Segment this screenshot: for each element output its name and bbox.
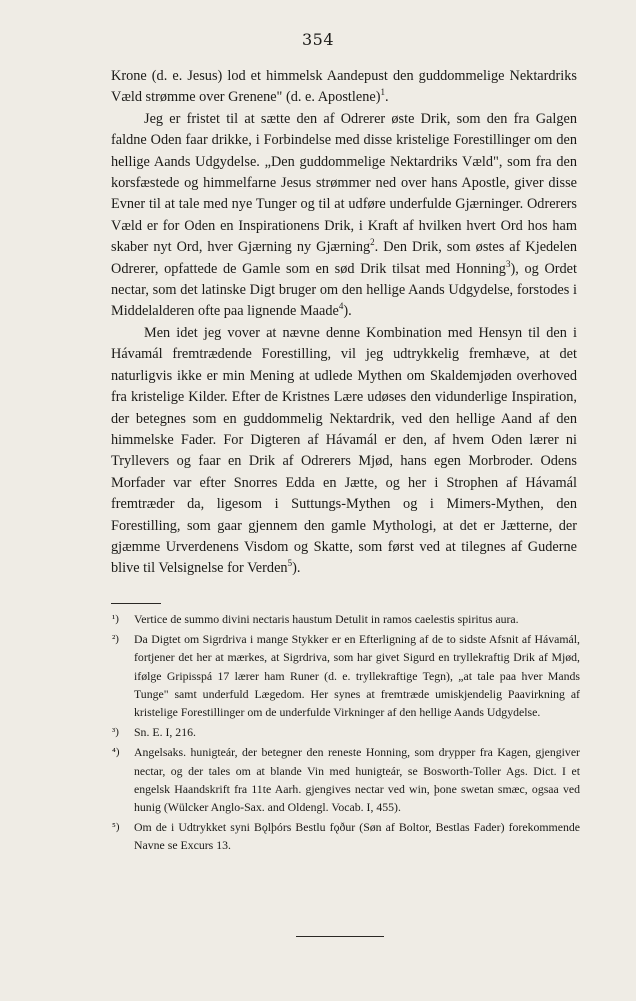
footnote-ref[interactable]: 4: [338, 301, 344, 312]
footnote: [112, 610, 580, 628]
footnote: [112, 743, 580, 816]
footnote-ref[interactable]: 5: [287, 558, 293, 569]
footnote-ref[interactable]: 3: [505, 258, 511, 269]
footnote-ref[interactable]: 1: [380, 87, 385, 98]
paragraph: Jeg er fristet til at sætte den af Odrerer øste Drik, som den fra Galgen faldne Oden faar drikke, i Forbindelse med disse kristelige Forestillinger om den hellige Aands Udgydelse. „Den guddommelige Nektardriks Væld", som fra den korsfæstede og himmelfarne Jesus strømmer ned over hans Apostle, giver disse Evner til at tale med nye Tunger og til at udføre underfulde Gjærninger. Odrerers Væld er for Oden en Inspirationens Drik, i Kraft af hvilken hvert Ord hos ham skaber nyt Ord, hver Gjærning ny Gjærning$^2$. Den Drik, som østes af Kjedelen Odrerer, opfattede de Gamle som en sød Drik tilsat med Honning$^3$), og Ordet nectar, som det latinske Digt bruger om den hellige Aands Udgydelse, forstodes i Middelalderen ofte paa lignende Maade$^4$).: [111, 110, 577, 320]
footnote-mark: ³): [112, 726, 119, 739]
footnote-ref[interactable]: 2: [370, 237, 375, 248]
footnote-text: Sn. E. I, 216.: [134, 725, 196, 740]
footnote-text: Da Digtet om Sigrdriva i mange Stykker er en Efterligning af de to sidste Afsnit af Hávamál, fortjener det her at mærkes, at Sigrdriva, som har givet Sigurd en tryllekraftig Drik af Mjød, ifølge Gripisspá 17 lærer ham Runer (d. e. tryllekraftige Tegn), „at tale paa hver Mands Tunge" samt underfuld Lægedom. Her synes at fremtræde umiskjendelig Paavirkning af kristelige Forestillinger om de underfulde Virkninger af den hellige Aands Udgydelse.: [134, 632, 580, 720]
footnotes: [112, 610, 580, 857]
footnote-text: Vertice de summo divini nectaris haustum Detulit in ramos caelestis spiritus aura.: [134, 612, 519, 626]
footnote-text: Om de i Udtrykket syni Bǫlþórs Bestlu fǫður (Søn af Boltor, Bestlas Fader) forekommende Navne se Excurs 13.: [134, 820, 580, 853]
main-text: [111, 66, 577, 580]
footnote: [112, 630, 580, 721]
footnote-mark: ²): [112, 633, 119, 646]
end-divider: [296, 936, 384, 937]
footnote-mark: ¹): [112, 613, 119, 625]
paragraph: Krone (d. e. Jesus) lod et himmelsk Aandepust den guddommelige Nektardriks Væld strømme over Grenene" (d. e. Apostlene)$^1$.: [111, 68, 577, 106]
footnote-divider: [111, 603, 161, 604]
footnote: [112, 723, 580, 741]
footnote-text: Angelsaks. hunigteár, der betegner den reneste Honning, som drypper fra Kagen, gjengiver nectar, og der tales om at blande Vin med hunigteár, se Bosworth-Toller Ags. Dict. I et engelsk Haandskrift fra 11te Aarh. gjengives nectar ved win, þone swetan smæc, ogsaa ved hunig (Wülcker Anglo-Sax. and Oldengl. Vocab. I, 455).: [134, 745, 580, 815]
page-number: 354: [301, 30, 335, 49]
footnote: [112, 818, 580, 854]
footnote-mark: ⁵): [112, 821, 120, 834]
footnote-mark: ⁴): [112, 746, 120, 759]
paragraph: Men idet jeg vover at nævne denne Kombination med Hensyn til den i Hávamál fremtrædende Forestilling, vil jeg udtrykkelig fremhæve, at det naturligvis ikke er min Mening at udlede Mythen om Skaldemjøden overhoved fra kristelige Kilder. Efter de Kristnes Lære udøses den vidunderlige Inspiration, der betegnes som en guddommelig Nektardrik, ved den hellige Aand af den himmelske Fader. For Digteren af Hávamál er den, af hvem Oden lærer ni Tryllevers og faar en Drik af Odrerers Mjød, hans egen Morbroder. Odens Morfader var efter Snorres Edda en Jætte, og her i Strophen af Hávamál fremtræder da, ligesom i Suttungs-Mythen og i Mimers-Mythen, den Forestilling, som gaar gjennem den gamle Mythologi, at det er Jætterne, der gjæmme Urverdenens Visdom og Skatte, som først ved at tilegnes af Guderne blive til Velsignelse for Verden$^5$).: [111, 324, 577, 577]
